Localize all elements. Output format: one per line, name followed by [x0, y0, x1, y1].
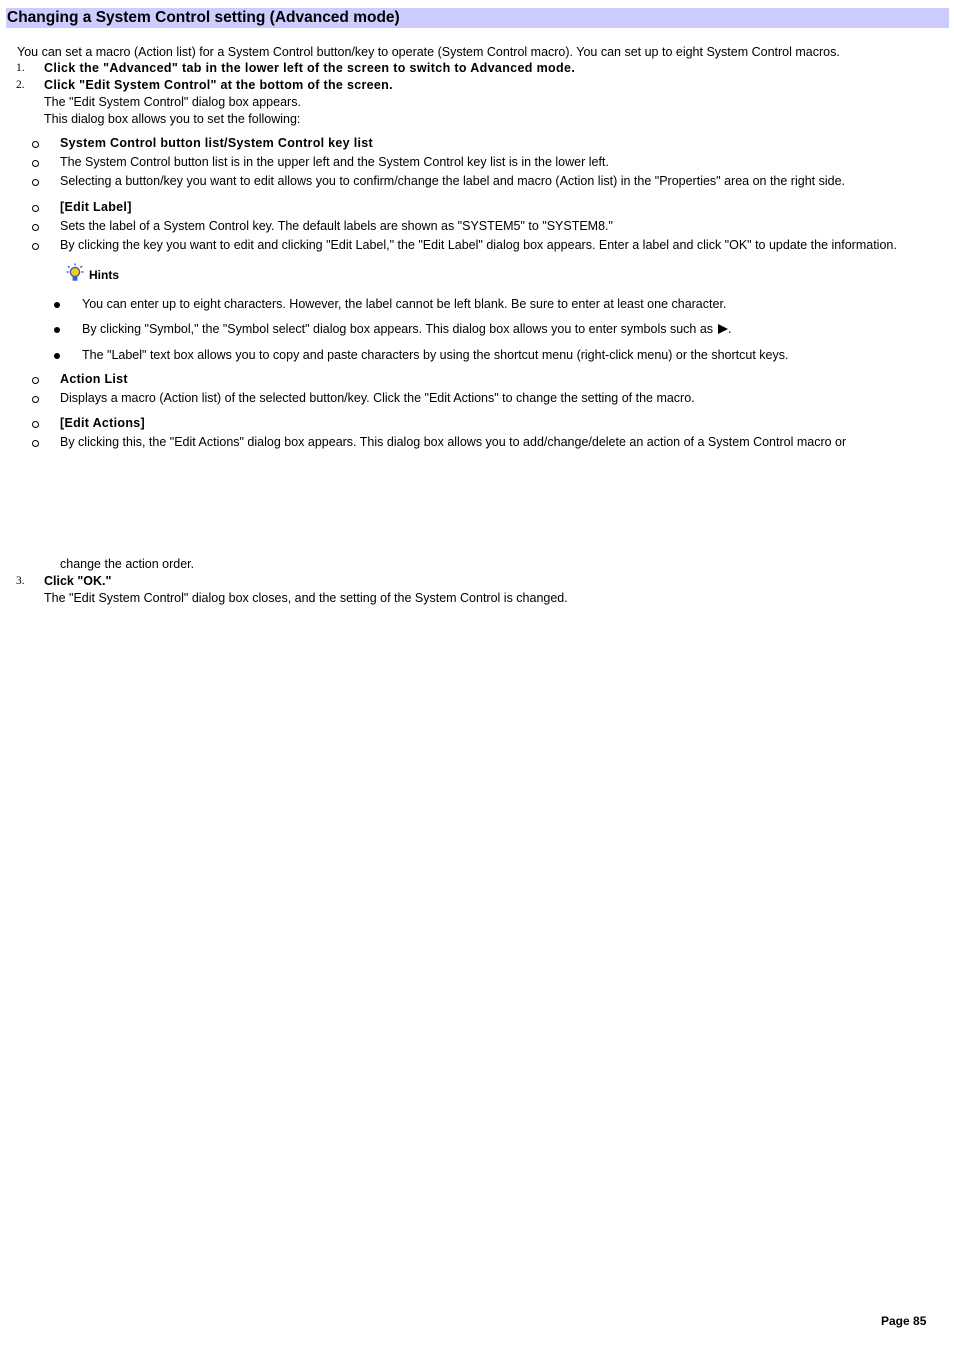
play-symbol-icon	[718, 324, 728, 334]
circle-bullet	[32, 396, 39, 403]
circle-bullet	[32, 179, 39, 186]
hint-item: By clicking "Symbol," the "Symbol select" dialog box appears. This dialog box allows you to enter symbols such as .	[82, 322, 732, 336]
section-line: Selecting a button/key you want to edit allows you to confirm/change the label and macro (Action list) in the "Properties" area on the right side.	[60, 174, 845, 188]
circle-bullet	[32, 440, 39, 447]
step-3-text: Click "OK."	[44, 574, 112, 588]
step-number-3: 3.	[16, 575, 25, 587]
circle-bullet	[32, 421, 39, 428]
step-1-text: Click the "Advanced" tab in the lower left of the screen to switch to Advanced mode.	[44, 61, 576, 75]
circle-bullet	[32, 141, 39, 148]
step-2-result: The "Edit System Control" dialog box appears.	[44, 95, 301, 109]
continuation-text: change the action order.	[60, 557, 195, 571]
section-heading: [Edit Label]	[60, 200, 132, 214]
hint-item: The "Label" text box allows you to copy and paste characters by using the shortcut menu (right-click menu) or the shortcut keys.	[82, 348, 789, 362]
circle-bullet	[32, 243, 39, 250]
circle-bullet	[32, 205, 39, 212]
step-3-result: The "Edit System Control" dialog box closes, and the setting of the System Control is changed.	[44, 591, 568, 605]
circle-bullet	[32, 160, 39, 167]
step-2-instruction: This dialog box allows you to set the following:	[44, 112, 301, 126]
section-line: The System Control button list is in the upper left and the System Control key list is in the lower left.	[60, 155, 609, 169]
disc-bullet	[54, 353, 60, 359]
step-number-2: 2.	[16, 79, 25, 91]
page-title: Changing a System Control setting (Advanced mode)	[7, 9, 400, 26]
page-number: Page 85	[881, 1314, 927, 1328]
hint-item: You can enter up to eight characters. However, the label cannot be left blank. Be sure to enter at least one character.	[82, 297, 727, 311]
intro-text: You can set a macro (Action list) for a System Control button/key to operate (System Control macro). You can set up to eight System Control macros.	[17, 45, 840, 59]
step-2-text: Click "Edit System Control" at the bottom of the screen.	[44, 78, 393, 92]
circle-bullet	[32, 377, 39, 384]
hint-item-text: By clicking "Symbol," the "Symbol select" dialog box appears. This dialog box allows you to enter symbols such as	[82, 322, 714, 336]
disc-bullet	[54, 327, 60, 333]
section-heading: Action List	[60, 372, 128, 386]
section-heading: [Edit Actions]	[60, 416, 145, 430]
section-line: By clicking the key you want to edit and clicking "Edit Label," the "Edit Label" dialog box appears. Enter a label and click "OK" to update the information.	[60, 238, 897, 252]
hints-label: Hints	[89, 268, 119, 282]
disc-bullet	[54, 302, 60, 308]
section-line: By clicking this, the "Edit Actions" dialog box appears. This dialog box allows you to add/change/delete an action of a System Control macro or	[60, 435, 847, 449]
circle-bullet	[32, 224, 39, 231]
step-number-1: 1.	[16, 62, 25, 74]
section-heading: System Control button list/System Control key list	[60, 136, 373, 150]
section-line: Sets the label of a System Control key. The default labels are shown as "SYSTEM5" to "SYSTEM8."	[60, 219, 613, 233]
section-line: Displays a macro (Action list) of the selected button/key. Click the "Edit Actions" to change the setting of the macro.	[60, 391, 695, 405]
lightbulb-icon	[66, 263, 84, 283]
